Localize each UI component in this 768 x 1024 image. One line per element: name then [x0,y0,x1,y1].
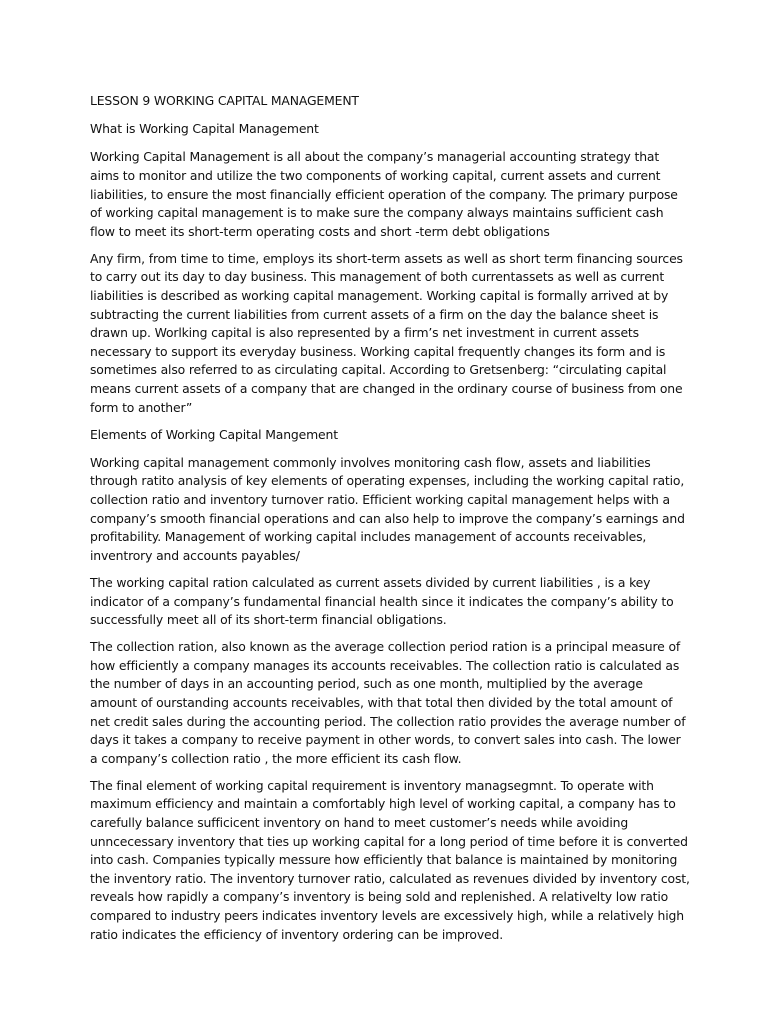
paragraph-definition: Working Capital Management is all about the company’s managerial accounting strategy that aims to monitor and utilize the two components of working capital, current assets and current liabilities, to ensure the most financially efficient operation of the company. The primary purpose of working capital management is to make sure the company always maintains sufficient cash flow to meet its short-term operating costs and short -term debt obligations [90,149,678,239]
section-heading-what-is: What is Working Capital Management [90,121,319,137]
paragraph-inventory: The final element of working capital requirement is inventory managsegmnt. To operate with maximum efficiency and maintain a comfortably high level of working capital, a company has to carefully balance sufficicent inventory on hand to meet customer’s needs while avoiding unncecessary inventory that ties up working capital for a long period of time before it is converted into cash. Companies typically messure how efficiently that balance is maintained by monitoring the inventory ratio. The inventory turnover ratio, calculated as revenues divided by inventory cost, reveals how rapidly a company’s inventory is being sold and replenished. A relativelty low ratio compared to industry peers indicates inventory levels are excessively high, while a relatively high ratio indicates the efficiency of inventory ordering can be improved. [90,777,690,942]
lesson-title: LESSON 9 WORKING CAPITAL MANAGEMENT [90,93,359,108]
section-heading-elements: Elements of Working Capital Mangement [90,426,338,442]
paragraph-short-term-assets: Any firm, from time to time, employs its short-term assets as well as short term financing sources to carry out its day to day business. This management of both currentassets as well as current liabilities is described as working capital management. Working capital is formally arrived at by subtracting the current liabilities from current assets of a firm on the day the balance sheet is drawn up. Worlking capital is also represented by a firm’s net investment in current assets necessary to support its everyday business. Working capital frequently changes its form and is sometimes also referred to as circulating capital. According to Gretsenberg: “circulating capital means current assets of a company that are changed in the ordinary course of business from one form to another” [90,250,683,415]
paragraph-monitoring: Working capital management commonly involves monitoring cash flow, assets and liabilities through ratito analysis of key elements of operating expenses, including the working capital ratio, collection ratio and inventory turnover ratio. Efficient working capital management helps with a company’s smooth financial operations and can also help to improve the company’s earnings and profitability. Management of working capital includes management of accounts receivables, inventrory and accounts payables/ [90,454,685,563]
paragraph-collection-ratio: The collection ration, also known as the average collection period ration is a principal measure of how efficiently a company manages its accounts receivables. The collection ratio is calculated as the number of days in an accounting period, such as one month, multiplied by the average amount of ourstanding accounts receivables, with that total then divided by the total amount of net credit sales during the accounting period. The collection ratio provides the average number of days it takes a company to receive payment in other words, to convert sales into cash. The lower a company’s collection ratio , the more efficient its cash flow. [90,639,686,766]
paragraph-working-capital-ratio: The working capital ration calculated as current assets divided by current liabilities , is a key indicator of a company’s fundamental financial health since it indicates the company’s ability to successfully meet all of its short-term financial obligations. [90,574,674,628]
document-body [90,92,690,953]
